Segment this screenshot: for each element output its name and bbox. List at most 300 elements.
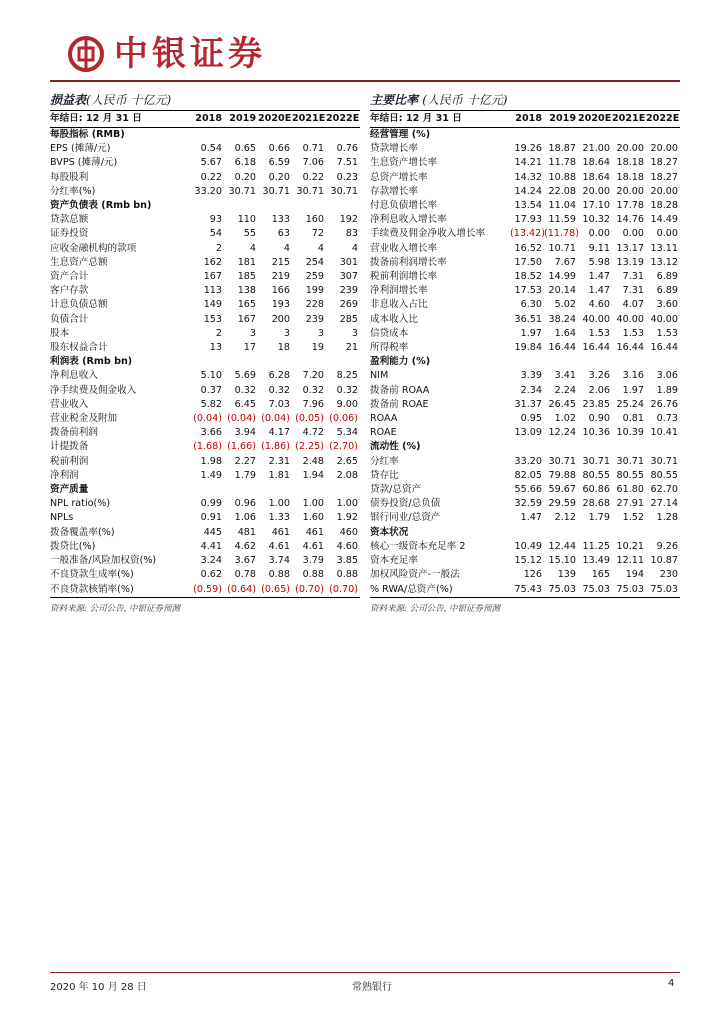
- value-cell: 2: [215, 327, 222, 339]
- key-ratios-panel: [370, 92, 680, 614]
- value-cell: 10.88: [548, 171, 576, 183]
- row-label: 债券投资/总负债: [370, 498, 441, 510]
- value-cell: 4: [351, 242, 358, 254]
- page-header: [50, 30, 680, 80]
- table-row: [370, 327, 680, 341]
- value-cell: 228: [305, 299, 324, 311]
- value-cell: 1.97: [622, 384, 644, 396]
- value-cell: 1.53: [656, 327, 678, 339]
- value-cell: 16.52: [514, 242, 542, 254]
- row-label: 证券投资: [50, 228, 89, 240]
- value-cell: 0.00: [588, 228, 610, 240]
- table-row: [50, 554, 360, 568]
- value-cell: 3.41: [554, 370, 576, 382]
- section-heading-row: [370, 440, 680, 454]
- income-statement-title: [50, 92, 360, 111]
- value-cell: 3.06: [656, 370, 678, 382]
- value-cell: 93: [209, 214, 222, 226]
- income-statement-panel: [50, 92, 360, 614]
- value-cell: (0.04): [261, 413, 290, 425]
- value-cell: 13.12: [650, 256, 678, 268]
- value-cell: 7.31: [622, 271, 644, 283]
- value-cell: 153: [203, 313, 222, 325]
- table-row: [50, 398, 360, 412]
- table-row: [370, 341, 680, 355]
- value-cell: 38.24: [548, 313, 576, 325]
- value-cell: 0.37: [200, 384, 222, 396]
- table-row: [370, 511, 680, 525]
- table-row: [370, 156, 680, 170]
- panel-title-unit: (人民币 十亿元): [422, 93, 508, 107]
- table-row: [50, 426, 360, 440]
- table-row: [50, 369, 360, 383]
- value-cell: 0.32: [268, 384, 290, 396]
- table-row: [370, 213, 680, 227]
- table-row: [370, 568, 680, 582]
- value-cell: (0.70): [326, 583, 360, 598]
- value-cell: 0.65: [234, 143, 256, 155]
- row-label: EPS (摊薄/元): [50, 143, 111, 155]
- value-cell: 17.93: [514, 214, 542, 226]
- value-cell: 13.54: [514, 200, 542, 212]
- value-cell: 3.16: [622, 370, 644, 382]
- value-cell: 20.00: [616, 143, 644, 155]
- value-cell: 5.34: [336, 427, 358, 439]
- value-cell: (0.59): [190, 583, 224, 598]
- value-cell: 1.52: [622, 512, 644, 524]
- row-label: 存款增长率: [370, 185, 418, 197]
- value-cell: 1.47: [588, 271, 610, 283]
- value-cell: 165: [237, 299, 256, 311]
- value-cell: 0.20: [234, 171, 256, 183]
- value-cell: 2.24: [554, 384, 576, 396]
- row-label: 分红率(%): [50, 185, 96, 197]
- section-heading-row: [370, 526, 680, 540]
- value-cell: 0.78: [234, 569, 256, 581]
- table-row: [50, 256, 360, 270]
- value-cell: 3: [249, 327, 256, 339]
- table-row: [50, 384, 360, 398]
- table-row: [370, 256, 680, 270]
- value-cell: 2: [215, 242, 222, 254]
- value-cell: 6.30: [520, 299, 542, 311]
- year-header: 2018: [510, 111, 544, 128]
- section-heading-row: [50, 355, 360, 369]
- value-cell: 40.00: [650, 313, 678, 325]
- value-cell: 75.43: [510, 583, 544, 598]
- table-row: [370, 298, 680, 312]
- value-cell: 6.59: [268, 157, 290, 169]
- value-cell: (2.70): [329, 441, 358, 453]
- value-cell: 5.82: [200, 398, 222, 410]
- value-cell: 149: [203, 299, 222, 311]
- table-row: [50, 440, 360, 454]
- value-cell: (0.06): [329, 413, 358, 425]
- row-label: 非息收入占比: [370, 299, 428, 311]
- table-row: [370, 426, 680, 440]
- boc-logo-icon: [68, 36, 104, 72]
- value-cell: 1.53: [622, 327, 644, 339]
- table-row: [370, 284, 680, 298]
- table-row: [50, 540, 360, 554]
- year-header: 2022E: [646, 111, 680, 128]
- value-cell: (1.66): [227, 441, 256, 453]
- footer-company: 常熟银行: [352, 982, 392, 993]
- table-row: [370, 540, 680, 554]
- value-cell: 75.03: [578, 583, 612, 598]
- value-cell: (2.25): [295, 441, 324, 453]
- value-cell: 139: [557, 569, 576, 581]
- value-cell: 15.12: [514, 555, 542, 567]
- value-cell: 18.27: [650, 171, 678, 183]
- section-heading: 资产负债表 (Rmb bn): [50, 200, 152, 212]
- value-cell: 1.60: [302, 512, 324, 524]
- table-row: [50, 341, 360, 355]
- value-cell: 0.81: [622, 413, 644, 425]
- year-header: 2020E: [578, 111, 612, 128]
- row-label: BVPS (摊薄/元): [50, 157, 118, 169]
- value-cell: 18: [277, 342, 290, 354]
- value-cell: 18.52: [514, 271, 542, 283]
- footer-date: 2020 年 10 月 28 日: [50, 982, 147, 993]
- table-row: [50, 142, 360, 156]
- row-label: 手续费及佣金净收入增长率: [370, 228, 486, 240]
- value-cell: 13.49: [582, 555, 610, 567]
- value-cell: 30.71: [582, 455, 610, 467]
- row-label: 核心一级资本充足率 2: [370, 540, 466, 552]
- value-cell: 75.03: [612, 583, 646, 598]
- table-row: [370, 199, 680, 213]
- value-cell: 17: [243, 342, 256, 354]
- value-cell: 1.00: [302, 498, 324, 510]
- row-label: 拨备前利润增长率: [370, 256, 447, 268]
- value-cell: 80.55: [616, 469, 644, 481]
- section-heading: 利润表 (Rmb bn): [50, 356, 133, 368]
- value-cell: (0.04): [227, 413, 256, 425]
- value-cell: 461: [271, 526, 290, 538]
- brand-name: 中银证券: [114, 34, 266, 74]
- value-cell: 162: [203, 256, 222, 268]
- value-cell: 72: [311, 228, 324, 240]
- value-cell: 185: [237, 271, 256, 283]
- value-cell: 29.59: [548, 498, 576, 510]
- value-cell: 30.71: [296, 185, 324, 197]
- table-row: [50, 298, 360, 312]
- row-label: 拨备前 ROAA: [370, 384, 430, 396]
- value-cell: 30.71: [330, 185, 358, 197]
- year-header: 2018: [190, 111, 224, 128]
- year-header: 2021E: [292, 111, 326, 128]
- value-cell: 19: [311, 342, 324, 354]
- table-row: [370, 185, 680, 199]
- value-cell: 63: [277, 228, 290, 240]
- value-cell: 192: [339, 214, 358, 226]
- value-cell: (0.64): [224, 583, 258, 598]
- row-label: 拨备前利润: [50, 427, 98, 439]
- value-cell: 30.71: [228, 185, 256, 197]
- value-cell: 0.22: [200, 171, 222, 183]
- value-cell: 16.44: [548, 342, 576, 354]
- value-cell: 230: [659, 569, 678, 581]
- value-cell: 3: [351, 327, 358, 339]
- value-cell: 20.00: [650, 143, 678, 155]
- value-cell: 110: [237, 214, 256, 226]
- value-cell: 40.00: [616, 313, 644, 325]
- row-label: 税前利润: [50, 455, 89, 467]
- value-cell: 0.23: [336, 171, 358, 183]
- value-cell: 1.79: [588, 512, 610, 524]
- value-cell: 3.74: [268, 555, 290, 567]
- value-cell: 5.02: [554, 299, 576, 311]
- value-cell: 18.28: [650, 200, 678, 212]
- value-cell: 14.99: [548, 271, 576, 283]
- row-label: 净利息收入增长率: [370, 214, 447, 226]
- value-cell: 13.09: [514, 427, 542, 439]
- value-cell: 0.32: [234, 384, 256, 396]
- year-header: 2022E: [326, 111, 360, 128]
- row-label: 营业收入: [50, 398, 89, 410]
- value-cell: 17.53: [514, 285, 542, 297]
- value-cell: 0.54: [200, 143, 222, 155]
- value-cell: 16.44: [616, 342, 644, 354]
- value-cell: 18.64: [582, 171, 610, 183]
- table-row: [370, 554, 680, 568]
- value-cell: 3.85: [336, 555, 358, 567]
- value-cell: 0.22: [302, 171, 324, 183]
- value-cell: 307: [339, 271, 358, 283]
- value-cell: 3: [283, 327, 290, 339]
- table-row: [50, 469, 360, 483]
- panel-title-text: 主要比率: [370, 93, 419, 107]
- value-cell: 239: [305, 313, 324, 325]
- value-cell: 0.66: [268, 143, 290, 155]
- value-cell: 1.97: [520, 327, 542, 339]
- row-label: 不良贷款核销率(%): [50, 583, 190, 598]
- value-cell: 3.24: [200, 555, 222, 567]
- table-row: [370, 384, 680, 398]
- value-cell: 17.10: [582, 200, 610, 212]
- value-cell: 460: [339, 526, 358, 538]
- row-label: ROAE: [370, 427, 397, 439]
- value-cell: 0.96: [234, 498, 256, 510]
- value-cell: 61.80: [616, 484, 644, 496]
- value-cell: 6.89: [656, 271, 678, 283]
- value-cell: 80.55: [650, 469, 678, 481]
- source-note: 资料来源: 公司公告, 中银证券预测: [370, 603, 500, 614]
- value-cell: 5.10: [200, 370, 222, 382]
- value-cell: 4.60: [336, 540, 358, 552]
- value-cell: 4: [317, 242, 324, 254]
- value-cell: 1.79: [234, 469, 256, 481]
- value-cell: 32.59: [514, 498, 542, 510]
- section-heading-row: [370, 128, 680, 143]
- table-row: [370, 497, 680, 511]
- value-cell: 14.21: [514, 157, 542, 169]
- value-cell: 4.07: [622, 299, 644, 311]
- value-cell: 10.71: [548, 242, 576, 254]
- table-row: [50, 568, 360, 582]
- value-cell: (0.05): [295, 413, 324, 425]
- value-cell: 7.20: [302, 370, 324, 382]
- row-label: 净利润: [50, 469, 79, 481]
- value-cell: 2.27: [234, 455, 256, 467]
- value-cell: 15.10: [548, 555, 576, 567]
- value-cell: 33.20: [194, 185, 222, 197]
- value-cell: 30.71: [262, 185, 290, 197]
- value-cell: 199: [305, 285, 324, 297]
- value-cell: 0.20: [268, 171, 290, 183]
- value-cell: 3.67: [234, 555, 256, 567]
- value-cell: (1.86): [261, 441, 290, 453]
- value-cell: 19.26: [514, 143, 542, 155]
- value-cell: 79.88: [548, 469, 576, 481]
- value-cell: 285: [339, 313, 358, 325]
- value-cell: 13.19: [616, 256, 644, 268]
- value-cell: 4.72: [302, 427, 324, 439]
- value-cell: 10.49: [514, 540, 542, 552]
- table-row: [370, 369, 680, 383]
- row-label: 分红率: [370, 455, 399, 467]
- key-ratios-table: [370, 111, 680, 598]
- table-row: [370, 270, 680, 284]
- value-cell: 167: [237, 313, 256, 325]
- row-label: 付息负债增长率: [370, 200, 438, 212]
- row-label: 银行同业/总资产: [370, 512, 441, 524]
- value-cell: 4.60: [588, 299, 610, 311]
- value-cell: 11.25: [582, 540, 610, 552]
- value-cell: 2.65: [336, 455, 358, 467]
- row-label: NPLs: [50, 512, 74, 524]
- fiscal-year-end-header: 年结日: 12 月 31 日: [50, 111, 190, 128]
- value-cell: 14.32: [514, 171, 542, 183]
- value-cell: 0.76: [336, 143, 358, 155]
- row-label: 客户存款: [50, 285, 89, 297]
- value-cell: 6.89: [656, 285, 678, 297]
- row-label: % RWA/总资产(%): [370, 583, 510, 598]
- key-ratios-title: [370, 92, 680, 111]
- value-cell: 2.34: [520, 384, 542, 396]
- table-row: [370, 227, 680, 241]
- value-cell: 126: [523, 569, 542, 581]
- value-cell: 254: [305, 256, 324, 268]
- table-row: [50, 412, 360, 426]
- value-cell: 259: [305, 271, 324, 283]
- value-cell: 22.08: [548, 185, 576, 197]
- value-cell: 0.99: [200, 498, 222, 510]
- value-cell: 20.14: [548, 285, 576, 297]
- value-cell: 4.41: [200, 540, 222, 552]
- value-cell: 10.32: [582, 214, 610, 226]
- table-row: [50, 511, 360, 525]
- value-cell: 4.61: [268, 540, 290, 552]
- value-cell: 60.86: [582, 484, 610, 496]
- panel-title-text: 损益表: [50, 93, 87, 107]
- value-cell: 17.78: [616, 200, 644, 212]
- section-heading: 资本状况: [370, 526, 409, 538]
- value-cell: 1.00: [268, 498, 290, 510]
- value-cell: 13.11: [650, 242, 678, 254]
- value-cell: 18.87: [548, 143, 576, 155]
- year-header: 2019: [544, 111, 578, 128]
- value-cell: 1.81: [268, 469, 290, 481]
- value-cell: 5.98: [588, 256, 610, 268]
- value-cell: 1.49: [200, 469, 222, 481]
- value-cell: 219: [271, 271, 290, 283]
- row-label: 总资产增长率: [370, 171, 428, 183]
- row-label: 应收金融机构的款项: [50, 242, 137, 254]
- value-cell: 3: [317, 327, 324, 339]
- value-cell: 62.70: [650, 484, 678, 496]
- row-label: 营业收入增长率: [370, 242, 438, 254]
- row-label: 生息资产总额: [50, 256, 108, 268]
- row-label: 净利润增长率: [370, 285, 428, 297]
- value-cell: 269: [339, 299, 358, 311]
- value-cell: 1.89: [656, 384, 678, 396]
- row-label: 加权风险资产-一般法: [370, 569, 460, 581]
- value-cell: 1.00: [336, 498, 358, 510]
- value-cell: 12.11: [616, 555, 644, 567]
- row-label: 贷存比: [370, 469, 399, 481]
- value-cell: 12.24: [548, 427, 576, 439]
- value-cell: 28.68: [582, 498, 610, 510]
- value-cell: 166: [271, 285, 290, 297]
- value-cell: 9.00: [336, 398, 358, 410]
- table-row: [50, 227, 360, 241]
- value-cell: 13.17: [616, 242, 644, 254]
- panel-title-unit: (人民币 十亿元): [86, 93, 172, 107]
- value-cell: 11.04: [548, 200, 576, 212]
- value-cell: 4.17: [268, 427, 290, 439]
- value-cell: 0.00: [656, 228, 678, 240]
- value-cell: 10.39: [616, 427, 644, 439]
- value-cell: 461: [305, 526, 324, 538]
- value-cell: 215: [271, 256, 290, 268]
- section-heading-row: [50, 128, 360, 143]
- value-cell: 6.18: [234, 157, 256, 169]
- value-cell: 4.61: [302, 540, 324, 552]
- row-label: ROAA: [370, 413, 398, 425]
- row-label: 股本: [50, 327, 70, 339]
- table-row: [50, 455, 360, 469]
- table-row: [370, 412, 680, 426]
- value-cell: 9.26: [656, 540, 678, 552]
- value-cell: 33.20: [514, 455, 542, 467]
- value-cell: 82.05: [514, 469, 542, 481]
- value-cell: 239: [339, 285, 358, 297]
- value-cell: 0.73: [656, 413, 678, 425]
- value-cell: 20.00: [582, 185, 610, 197]
- value-cell: 481: [237, 526, 256, 538]
- value-cell: 2.31: [268, 455, 290, 467]
- value-cell: 7.03: [268, 398, 290, 410]
- value-cell: 167: [203, 271, 222, 283]
- row-label: 贷款/总资产: [370, 484, 422, 496]
- value-cell: 1.64: [554, 327, 576, 339]
- table-row: [370, 483, 680, 497]
- value-cell: 9.11: [588, 242, 610, 254]
- value-cell: 1.94: [302, 469, 324, 481]
- value-cell: 1.02: [554, 413, 576, 425]
- value-cell: (0.65): [258, 583, 292, 598]
- header-row: [370, 111, 680, 128]
- table-row: [50, 583, 360, 598]
- value-cell: 1.53: [588, 327, 610, 339]
- value-cell: (0.70): [292, 583, 326, 598]
- table-row: [370, 583, 680, 598]
- year-header: 2021E: [612, 111, 646, 128]
- row-label: 一般准备/风险加权资(%): [50, 555, 157, 567]
- value-cell: 14.24: [514, 185, 542, 197]
